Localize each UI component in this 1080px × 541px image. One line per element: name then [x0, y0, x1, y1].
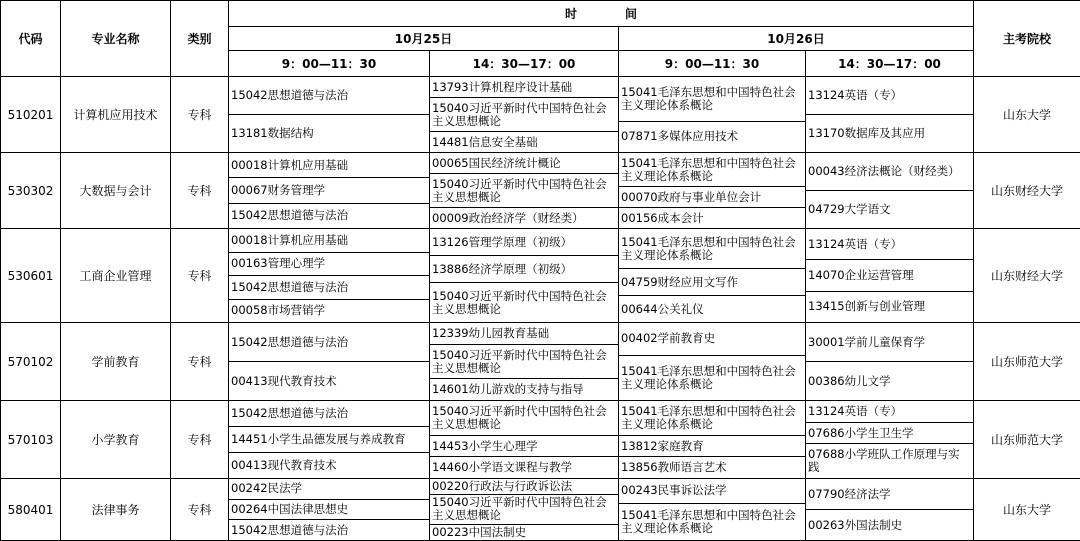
course-entry: 13886经济学原理（初级） [430, 256, 618, 283]
course-entry: 00644公关礼仪 [619, 296, 805, 322]
major-code: 510201 [1, 77, 61, 153]
course-entry: 00070政府与事业单位会计 [619, 187, 805, 208]
exam-school: 山东师范大学 [974, 401, 1080, 479]
course-entry: 14481信息安全基础 [430, 132, 618, 152]
course-entry: 12339幼儿园教育基础 [430, 323, 618, 345]
course-entry: 13793计算机程序设计基础 [430, 77, 618, 98]
exam-school: 山东财经大学 [974, 229, 1080, 323]
course-entry: 13124英语（专） [806, 229, 973, 260]
course-entry: 00058市场营销学 [229, 300, 429, 323]
table-row [1, 77, 1080, 153]
table-row [1, 229, 1080, 323]
course-entry: 00067财务管理学 [229, 178, 429, 203]
slot-oct26-am [619, 77, 806, 153]
major-category: 专科 [171, 479, 229, 541]
schedule-rows [1, 77, 1080, 541]
major-code: 570103 [1, 401, 61, 479]
header-slot-d1-am: 9：00—11：30 [229, 51, 430, 77]
exam-school: 山东师范大学 [974, 323, 1080, 401]
course-entry: 14451小学生品德发展与养成教育 [229, 427, 429, 453]
slot-oct25-pm [430, 153, 619, 229]
course-entry: 15041毛泽东思想和中国特色社会主义理论体系概论 [619, 153, 805, 187]
course-entry: 15042思想道德与法治 [229, 520, 429, 540]
course-entry: 14601幼儿游戏的支持与指导 [430, 379, 618, 400]
header-slot-d1-pm: 14：30—17：00 [430, 51, 619, 77]
course-entry: 00065国民经济统计概论 [430, 153, 618, 174]
course-entry: 00163管理心理学 [229, 253, 429, 277]
major-name: 计算机应用技术 [61, 77, 171, 153]
course-entry: 00009政治经济学（财经类） [430, 208, 618, 228]
exam-school: 山东大学 [974, 479, 1080, 541]
slot-oct25-am [229, 479, 430, 541]
slot-oct26-am [619, 479, 806, 541]
slot-oct25-pm [430, 323, 619, 401]
table-row [1, 401, 1080, 479]
course-entry: 15041毛泽东思想和中国特色社会主义理论体系概论 [619, 229, 805, 269]
course-entry: 15040习近平新时代中国特色社会主义思想概论 [430, 283, 618, 322]
table-row [1, 323, 1080, 401]
slot-oct25-pm [430, 479, 619, 541]
slot-oct26-pm [806, 153, 974, 229]
major-code: 530601 [1, 229, 61, 323]
header-date-2: 10月26日 [619, 27, 974, 51]
exam-school: 山东财经大学 [974, 153, 1080, 229]
course-entry: 13124英语（专） [806, 77, 973, 115]
course-entry: 00386幼儿文学 [806, 362, 973, 400]
course-entry: 00223中国法制史 [430, 525, 618, 540]
major-name: 小学教育 [61, 401, 171, 479]
table-row [1, 479, 1080, 541]
slot-oct25-am [229, 323, 430, 401]
course-entry: 15041毛泽东思想和中国特色社会主义理论体系概论 [619, 77, 805, 122]
course-entry: 13126管理学原理（初级） [430, 229, 618, 256]
slot-oct25-am [229, 229, 430, 323]
course-entry: 00242民法学 [229, 479, 429, 500]
slot-oct26-am [619, 153, 806, 229]
course-entry: 15041毛泽东思想和中国特色社会主义理论体系概论 [619, 356, 805, 401]
slot-oct26-am [619, 401, 806, 479]
course-entry: 15041毛泽东思想和中国特色社会主义理论体系概论 [619, 504, 805, 541]
major-category: 专科 [171, 401, 229, 479]
major-name: 学前教育 [61, 323, 171, 401]
slot-oct25-pm [430, 401, 619, 479]
header-time: 时 间 [229, 1, 974, 27]
slot-oct25-am [229, 153, 430, 229]
course-entry: 15042思想道德与法治 [229, 323, 429, 362]
major-category: 专科 [171, 323, 229, 401]
header-major: 专业名称 [61, 1, 171, 77]
course-entry: 15042思想道德与法治 [229, 77, 429, 115]
course-entry: 13856教师语言艺术 [619, 457, 805, 478]
course-entry: 07686小学生卫生学 [806, 423, 973, 445]
slot-oct25-pm [430, 77, 619, 153]
course-entry: 15040习近平新时代中国特色社会主义思想概论 [430, 174, 618, 208]
course-entry: 15040习近平新时代中国特色社会主义思想概论 [430, 345, 618, 380]
major-code: 570102 [1, 323, 61, 401]
course-entry: 13124英语（专） [806, 401, 973, 423]
header-slot-d2-pm: 14：30—17：00 [806, 51, 974, 77]
course-entry: 00264中国法律思想史 [229, 500, 429, 521]
table-row [1, 153, 1080, 229]
header-code: 代码 [1, 1, 61, 77]
major-code: 580401 [1, 479, 61, 541]
course-entry: 07688小学班队工作原理与实践 [806, 444, 973, 478]
course-entry: 00220行政法与行政诉讼法 [430, 479, 618, 495]
slot-oct26-pm [806, 229, 974, 323]
course-entry: 15041毛泽东思想和中国特色社会主义理论体系概论 [619, 401, 805, 436]
slot-oct26-pm [806, 401, 974, 479]
course-entry: 30001学前儿童保育学 [806, 323, 973, 362]
course-entry: 14460小学语文课程与教学 [430, 457, 618, 478]
major-name: 法律事务 [61, 479, 171, 541]
course-entry: 00018计算机应用基础 [229, 153, 429, 178]
course-entry: 00043经济法概论（财经类） [806, 153, 973, 191]
slot-oct25-am [229, 77, 430, 153]
major-name: 工商企业管理 [61, 229, 171, 323]
course-entry: 13812家庭教育 [619, 436, 805, 458]
major-name: 大数据与会计 [61, 153, 171, 229]
course-entry: 15040习近平新时代中国特色社会主义思想概论 [430, 98, 618, 132]
course-entry: 00243民事诉讼法学 [619, 479, 805, 504]
course-entry: 14070企业运营管理 [806, 260, 973, 291]
header-date-1: 10月25日 [229, 27, 619, 51]
slot-oct26-pm [806, 77, 974, 153]
course-entry: 15040习近平新时代中国特色社会主义思想概论 [430, 401, 618, 436]
course-entry: 00413现代教育技术 [229, 453, 429, 478]
course-entry: 13170数据库及其应用 [806, 115, 973, 152]
major-category: 专科 [171, 77, 229, 153]
course-entry: 07871多媒体应用技术 [619, 122, 805, 153]
course-entry: 15042思想道德与法治 [229, 401, 429, 427]
major-category: 专科 [171, 229, 229, 323]
major-category: 专科 [171, 153, 229, 229]
course-entry: 00156成本会计 [619, 208, 805, 228]
course-entry: 00402学前教育史 [619, 323, 805, 356]
header-category: 类别 [171, 1, 229, 77]
course-entry: 13181数据结构 [229, 115, 429, 152]
course-entry: 04729大学语文 [806, 191, 973, 228]
course-entry: 15040习近平新时代中国特色社会主义思想概论 [430, 495, 618, 524]
header-school: 主考院校 [974, 1, 1080, 77]
slot-oct25-pm [430, 229, 619, 323]
header-slot-d2-am: 9：00—11：30 [619, 51, 806, 77]
course-entry: 15042思想道德与法治 [229, 276, 429, 300]
course-entry: 15042思想道德与法治 [229, 204, 429, 228]
course-entry: 14453小学生心理学 [430, 436, 618, 458]
major-code: 530302 [1, 153, 61, 229]
course-entry: 04759财经应用文写作 [619, 269, 805, 296]
slot-oct26-am [619, 229, 806, 323]
course-entry: 13415创新与创业管理 [806, 292, 973, 322]
slot-oct26-pm [806, 479, 974, 541]
slot-oct26-am [619, 323, 806, 401]
course-entry: 00413现代教育技术 [229, 362, 429, 400]
course-entry: 07790经济法学 [806, 479, 973, 510]
exam-school: 山东大学 [974, 77, 1080, 153]
course-entry: 00018计算机应用基础 [229, 229, 429, 253]
course-entry: 00263外国法制史 [806, 510, 973, 540]
slot-oct26-pm [806, 323, 974, 401]
slot-oct25-am [229, 401, 430, 479]
